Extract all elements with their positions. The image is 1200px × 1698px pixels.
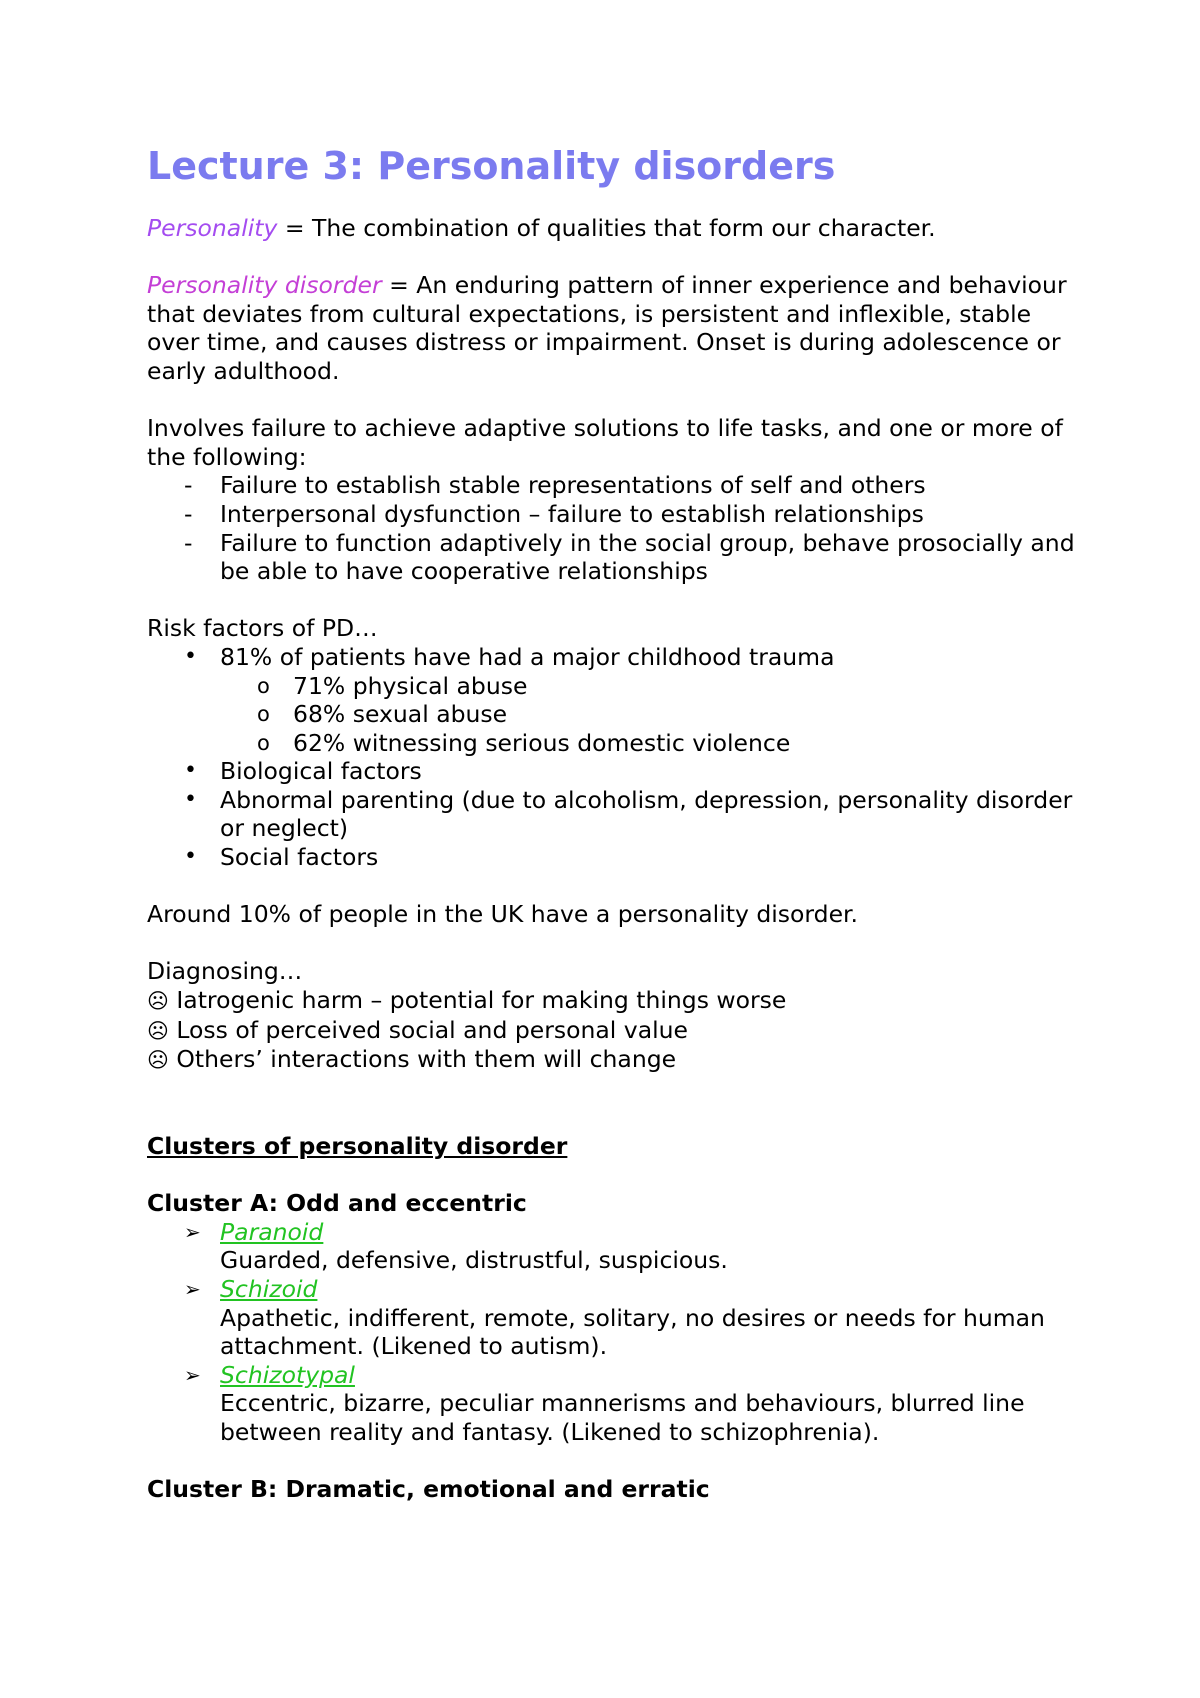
- list-item: - Failure to function adaptively in the social group, behave prosocially and be able to have cooperative relationships: [184, 528, 1075, 586]
- list-item: - Interpersonal dysfunction – failure to establish relationships: [184, 499, 924, 528]
- list-item: - Failure to establish stable representations of self and others: [184, 471, 926, 500]
- definition-personality: [147, 214, 1077, 243]
- frown-icon: ☹: [147, 1018, 169, 1043]
- list-item: • Biological factors: [184, 757, 422, 786]
- bullet-marker: •: [184, 844, 197, 870]
- disorder-desc-schizoid: Apathetic, indifferent, remote, solitary, no desires or needs for human attachment. (Likened to autism).: [220, 1303, 1045, 1361]
- dash-marker: -: [184, 471, 193, 500]
- bullet-marker: •: [184, 758, 197, 784]
- frown-icon: ☹: [147, 989, 169, 1014]
- bullet-marker: •: [184, 643, 197, 669]
- circle-marker: o: [257, 673, 270, 698]
- disorder-name-paranoid: Paranoid: [220, 1217, 324, 1246]
- diagnosing-item: ☹ Loss of perceived social and personal value: [147, 1015, 688, 1044]
- list-item: • 81% of patients have had a major childhood trauma: [184, 642, 835, 671]
- list-item: • Social factors: [184, 843, 379, 872]
- diagnosing-item: ☹ Others’ interactions with them will change: [147, 1045, 677, 1074]
- prevalence-text: Around 10% of people in the UK have a personality disorder.: [147, 900, 859, 929]
- page-title: Lecture 3: Personality disorders: [147, 144, 836, 188]
- list-item: [147, 1218, 1077, 1275]
- arrow-bullet-icon: ➢: [184, 1276, 201, 1301]
- risk-intro: Risk factors of PD…: [147, 614, 378, 643]
- circle-marker: o: [257, 702, 270, 727]
- term-personality: Personality: [147, 214, 278, 242]
- list-item: o 62% witnessing serious domestic violence: [257, 728, 791, 757]
- disorder-name-schizotypal: Schizotypal: [220, 1360, 355, 1389]
- dash-marker: -: [184, 528, 193, 557]
- trauma-sublist: [147, 672, 1077, 758]
- bullet-marker: •: [184, 786, 197, 812]
- definition-personality-disorder: [147, 271, 1077, 385]
- frown-icon: ☹: [147, 1048, 169, 1073]
- cluster-b-heading: Cluster B: Dramatic, emotional and erratic: [147, 1475, 710, 1504]
- page-content: [147, 140, 1077, 1504]
- circle-marker: o: [257, 730, 270, 755]
- term-personality-disorder: Personality disorder: [147, 271, 382, 300]
- risk-list-continued: [147, 757, 1077, 871]
- cluster-a-list: [147, 1218, 1077, 1447]
- disorder-desc-paranoid: Guarded, defensive, distrustful, suspicious.: [220, 1246, 728, 1275]
- list-item: o 71% physical abuse: [257, 671, 528, 700]
- definition-personality-disorder-text: = An enduring pattern of inner experience and behaviour that deviates from cultural expectations, is persistent and inflexible, stable over time, and causes distress or impairment. Onset is during adolescence or early adulthood.: [147, 271, 1067, 385]
- disorder-desc-schizotypal: Eccentric, bizarre, peculiar mannerisms and behaviours, blurred line between reality and fantasy. (Likened to schizophrenia).: [220, 1389, 1025, 1446]
- list-item: o 68% sexual abuse: [257, 700, 508, 729]
- dash-marker: -: [184, 499, 193, 528]
- involves-list: [147, 471, 1077, 585]
- clusters-heading: Clusters of personality disorder: [147, 1132, 568, 1160]
- list-item: • Abnormal parenting (due to alcoholism, depression, personality disorder or neglect): [184, 785, 1073, 843]
- involves-intro: Involves failure to achieve adaptive solutions to life tasks, and one or more of the following:: [147, 414, 1063, 471]
- diagnosing-item: ☹ Iatrogenic harm – potential for making things worse: [147, 986, 787, 1015]
- cluster-a-heading: Cluster A: Odd and eccentric: [147, 1189, 527, 1218]
- diagnosing-intro: Diagnosing…: [147, 957, 303, 986]
- list-item: [147, 1275, 1077, 1361]
- arrow-bullet-icon: ➢: [184, 1219, 201, 1244]
- disorder-name-schizoid: Schizoid: [220, 1274, 318, 1303]
- arrow-bullet-icon: ➢: [184, 1362, 201, 1387]
- list-item: [147, 1361, 1077, 1447]
- definition-personality-text: = The combination of qualities that form our character.: [277, 214, 936, 242]
- risk-list: [147, 643, 1077, 672]
